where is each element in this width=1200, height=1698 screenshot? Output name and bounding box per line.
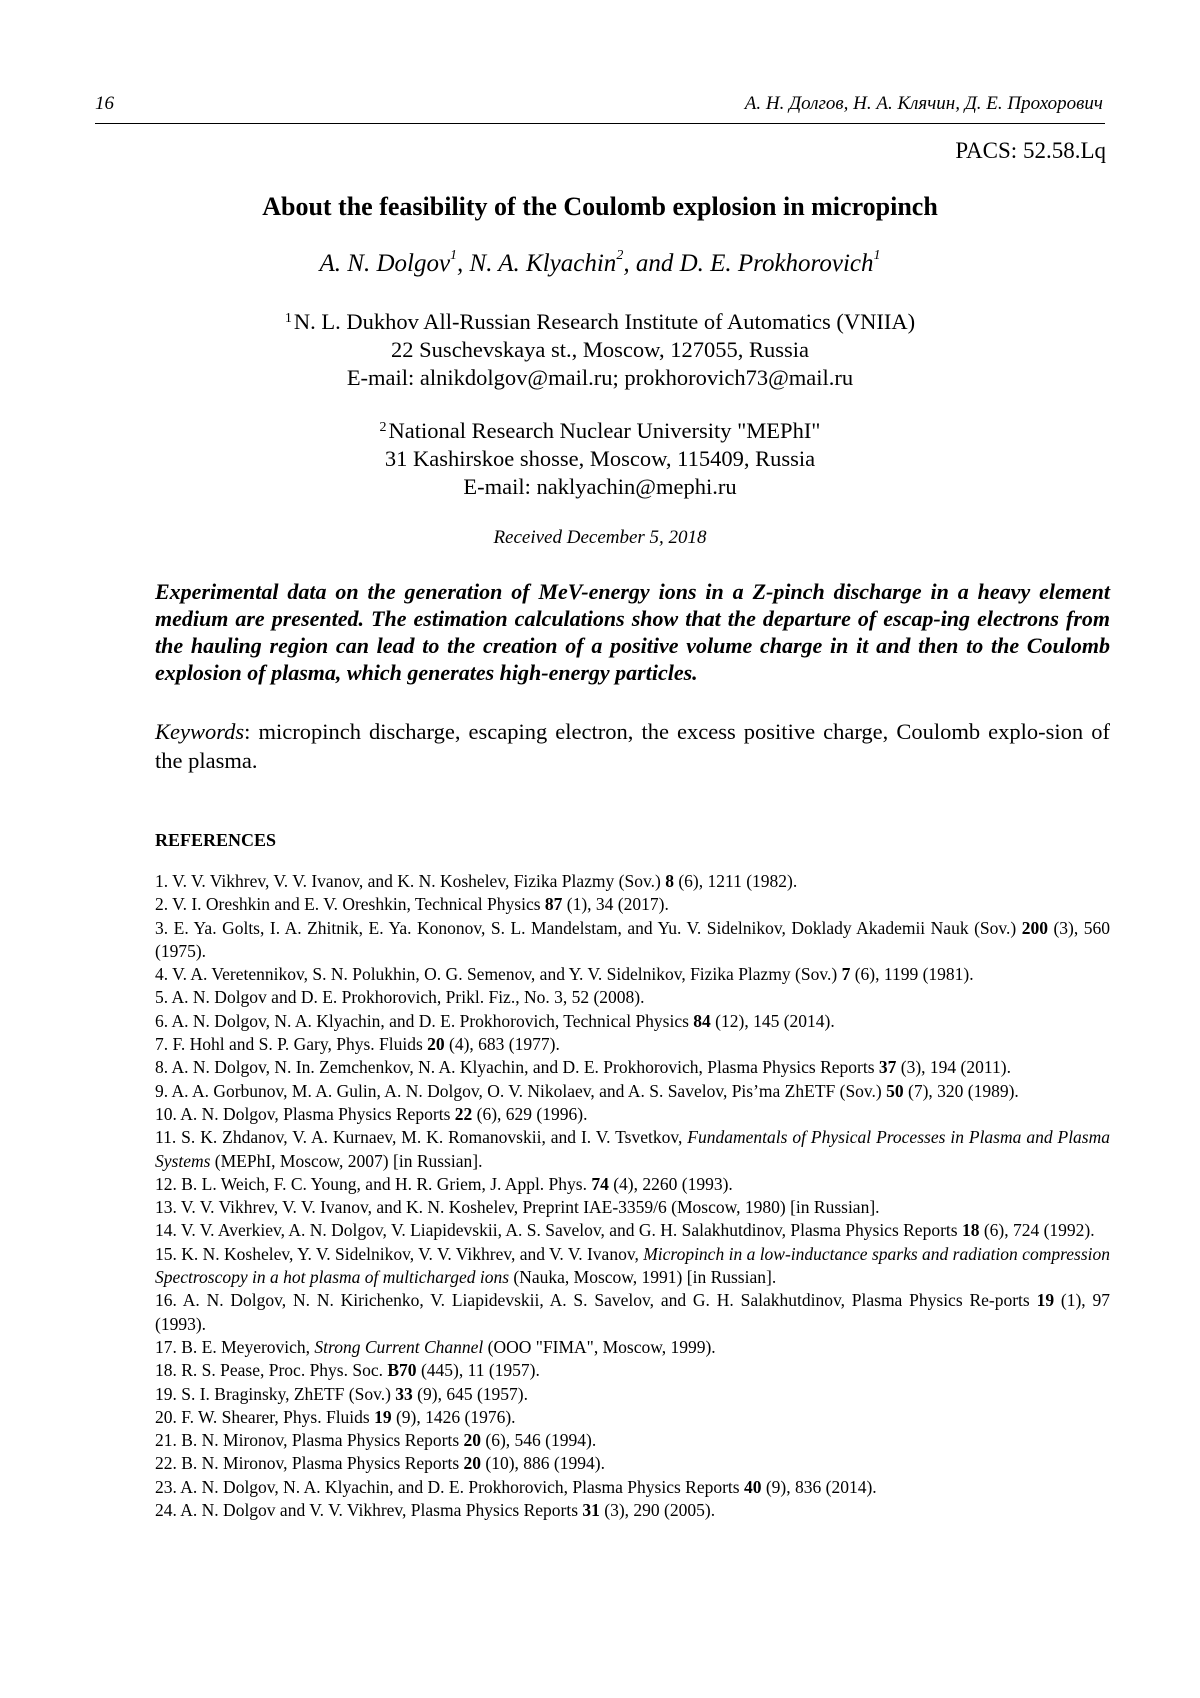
volume-number: 84 — [693, 1010, 711, 1031]
reference-item — [155, 1196, 1110, 1219]
volume-number: 20 — [463, 1430, 482, 1451]
received-date: Received December 5, 2018 — [493, 527, 707, 548]
reference-text: 3. E. Ya. Golts, I. A. Zhitnik, E. Ya. Kononov, S. L. Mandelstam, and Yu. V. Sidelnikov, Doklady Akademii Nauk (Sov.) — [155, 917, 1022, 938]
reference-text: (1), 34 (2017). — [562, 894, 669, 915]
reference-text: 19. S. I. Braginsky, ZhETF (Sov.) — [155, 1383, 396, 1404]
reference-text: 23. A. N. Dolgov, N. A. Klyachin, and D. E. Prokhorovich, Plasma Physics Reports — [155, 1476, 744, 1497]
reference-text: 9. A. A. Gorbunov, M. A. Gulin, A. N. Dolgov, O. V. Nikolaev, and A. S. Savelov, Pis’ma ZhETF (Sov.) — [155, 1080, 887, 1101]
reference-item — [155, 1452, 1110, 1475]
reference-text: 12. B. L. Weich, F. C. Young, and H. R. Griem, J. Appl. Phys. — [155, 1173, 592, 1194]
author-name: A. N. Dolgov — [319, 250, 451, 277]
reference-item — [155, 963, 1110, 986]
affiliation-email: E-mail: alnikdolgov@mail.ru; prokhorovich73@mail.ru — [346, 365, 854, 390]
abstract: Experimental data on the generation of MeV-energy ions in a Z-pinch discharge in a heavy element medium are presented. The estimation calculations show that the departure of escap-ing electrons from the hauling region can lead to the creation of a positive volume charge in it and then to the Coulomb explosion of plasma, which generates high-energy particles. — [155, 579, 1110, 685]
affiliation-2 — [0, 417, 1200, 501]
volume-number: 33 — [395, 1383, 413, 1404]
volume-number: 19 — [374, 1406, 392, 1427]
author-name: , and D. E. Prokhorovich — [623, 250, 874, 277]
references-list — [155, 870, 1110, 1522]
reference-text: (10), 886 (1994). — [481, 1453, 605, 1474]
reference-item — [155, 1359, 1110, 1382]
reference-text: 20. F. W. Shearer, Phys. Fluids — [155, 1406, 375, 1427]
reference-item — [155, 1383, 1110, 1406]
volume-number: 200 — [1021, 917, 1048, 938]
reference-text: 22. B. N. Mironov, Plasma Physics Reports — [155, 1453, 464, 1474]
reference-text: (OOO "FIMA", Moscow, 1999). — [483, 1336, 716, 1357]
book-title: Micropinch in a low-inductance sparks and radiation compression Spectroscopy in a hot plasma of multicharged ions — [155, 1243, 1110, 1288]
reference-text: 8. A. N. Dolgov, N. In. Zemchenkov, N. A. Klyachin, and D. E. Prokhorovich, Plasma Physics Reports — [155, 1057, 879, 1078]
reference-item — [155, 1173, 1110, 1196]
reference-item — [155, 1243, 1110, 1290]
reference-text: 2. V. I. Oreshkin and E. V. Oreshkin, Technical Physics — [155, 894, 545, 915]
reference-item — [155, 870, 1110, 893]
keywords — [155, 717, 1110, 775]
reference-item — [155, 893, 1110, 916]
affiliation-mark: 2 — [379, 420, 387, 435]
reference-text: (6), 629 (1996). — [472, 1103, 588, 1124]
reference-text: 11. S. K. Zhdanov, V. A. Kurnaev, M. K. Romanovskii, and I. V. Tsvetkov, — [155, 1127, 688, 1148]
reference-text: 17. B. E. Meyerovich, — [155, 1336, 315, 1357]
affiliation-mark: 1 — [450, 248, 458, 263]
affiliation-email: E-mail: naklyachin@mephi.ru — [463, 474, 737, 499]
affiliation-mark: 1 — [873, 248, 881, 263]
reference-text: (7), 320 (1989). — [903, 1080, 1019, 1101]
reference-item — [155, 1126, 1110, 1173]
reference-text: 21. B. N. Mironov, Plasma Physics Reports — [155, 1430, 464, 1451]
affiliation-mark: 1 — [284, 311, 292, 326]
reference-text: 5. A. N. Dolgov and D. E. Prokhorovich, Prikl. Fiz., No. 3, 52 (2008). — [155, 987, 645, 1008]
book-title: Strong Current Channel — [314, 1336, 484, 1357]
reference-item — [155, 1103, 1110, 1126]
affiliation-1 — [0, 308, 1200, 392]
reference-item — [155, 1219, 1110, 1242]
reference-item — [155, 1289, 1110, 1336]
reference-item — [155, 917, 1110, 964]
reference-text: 16. A. N. Dolgov, N. N. Kirichenko, V. Liapidevskii, A. S. Savelov, and G. H. Salakhutdinov, Plasma Physics Re-ports — [155, 1290, 1037, 1311]
reference-text: 18. R. S. Pease, Proc. Phys. Soc. — [155, 1360, 388, 1381]
reference-text: (Nauka, Moscow, 1991) [in Russian]. — [509, 1267, 777, 1288]
author-byline — [0, 250, 1200, 278]
reference-item — [155, 1056, 1110, 1079]
volume-number: 87 — [544, 894, 563, 915]
reference-item — [155, 1429, 1110, 1452]
volume-number: 40 — [743, 1476, 762, 1497]
reference-text: (445), 11 (1957). — [416, 1360, 540, 1381]
reference-text: (6), 1211 (1982). — [673, 871, 798, 891]
volume-number: B70 — [387, 1360, 417, 1381]
reference-text: 13. V. V. Vikhrev, V. V. Ivanov, and K. N. Koshelev, Preprint IAE-3359/6 (Moscow, 1980) [in Russian]. — [155, 1197, 880, 1218]
reference-text: 10. A. N. Dolgov, Plasma Physics Reports — [155, 1103, 455, 1124]
volume-number: 20 — [463, 1453, 482, 1474]
paper-title: About the feasibility of the Coulomb explosion in micropinch — [262, 192, 938, 221]
reference-text: 14. V. V. Averkiev, A. N. Dolgov, V. Liapidevskii, A. S. Savelov, and G. H. Salakhutdinov, Plasma Physics Reports — [155, 1220, 962, 1241]
reference-text: (4), 2260 (1993). — [608, 1173, 733, 1194]
reference-text: 24. A. N. Dolgov and V. V. Vikhrev, Plasma Physics Reports — [155, 1500, 583, 1521]
pacs-code: PACS: 52.58.Lq — [955, 138, 1106, 163]
reference-text: (3), 194 (2011). — [896, 1057, 1011, 1078]
affiliation-name: $^1$N. L. Dukhov All-Russian Research Institute of Automatics (VNIIA) — [284, 309, 916, 334]
reference-item — [155, 1476, 1110, 1499]
reference-text: 6. A. N. Dolgov, N. A. Klyachin, and D. E. Prokhorovich, Technical Physics — [155, 1010, 694, 1031]
affiliation-name: $^2$National Research Nuclear University "MEPhI" — [379, 418, 821, 443]
volume-number: 18 — [961, 1220, 980, 1241]
reference-item — [155, 1033, 1110, 1056]
reference-text: (9), 1426 (1976). — [391, 1406, 516, 1427]
volume-number: 22 — [454, 1103, 473, 1124]
volume-number: 20 — [427, 1034, 445, 1055]
volume-number: 50 — [886, 1080, 904, 1101]
reference-text: (MEPhI, Moscow, 2007) [in Russian]. — [210, 1150, 483, 1171]
reference-text: 1. V. V. Vikhrev, V. V. Ivanov, and K. N. Koshelev, Fizika Plazmy (Sov.) — [155, 871, 666, 891]
reference-text: (3), 290 (2005). — [599, 1500, 716, 1521]
reference-text: (1), 97 (1993). — [155, 1290, 1111, 1334]
references-heading: REFERENCES — [155, 830, 277, 850]
keywords-label: Keywords — [155, 719, 245, 744]
volume-number: 74 — [591, 1173, 609, 1194]
volume-number: 8 — [665, 871, 674, 891]
reference-text: (12), 145 (2014). — [710, 1010, 835, 1031]
running-head-authors: А. Н. Долгов, Н. А. Клячин, Д. Е. Прохорович — [744, 93, 1103, 114]
reference-item — [155, 1406, 1110, 1429]
reference-text: 15. K. N. Koshelev, Y. V. Sidelnikov, V. V. Vikhrev, and V. V. Ivanov, — [155, 1243, 644, 1264]
affiliation-address: 31 Kashirskoe shosse, Moscow, 115409, Russia — [384, 446, 816, 471]
reference-text: 4. V. A. Veretennikov, S. N. Polukhin, O. G. Semenov, and Y. V. Sidelnikov, Fizika Plazmy (Sov.) — [155, 964, 842, 985]
reference-text: (6), 724 (1992). — [979, 1220, 1095, 1241]
affiliation-address: 22 Suschevskaya st., Moscow, 127055, Russia — [391, 337, 809, 362]
reference-item — [155, 1336, 1110, 1359]
reference-item — [155, 1010, 1110, 1033]
reference-text: (3), 560 (1975). — [155, 917, 1111, 961]
reference-text: 7. F. Hohl and S. P. Gary, Phys. Fluids — [155, 1034, 428, 1055]
volume-number: 31 — [582, 1500, 600, 1521]
volume-number: 19 — [1036, 1290, 1055, 1311]
reference-text: (9), 836 (2014). — [761, 1476, 877, 1497]
running-head — [95, 93, 1105, 124]
reference-item — [155, 1080, 1110, 1103]
affiliation-mark: 2 — [616, 248, 624, 263]
reference-text: (9), 645 (1957). — [412, 1383, 528, 1404]
reference-item — [155, 986, 1110, 1009]
page-number: 16 — [95, 93, 114, 114]
keywords-text: : micropinch discharge, escaping electron, the excess positive charge, Coulomb explo-sion of the plasma. — [155, 719, 1110, 773]
reference-text: (6), 1199 (1981). — [850, 964, 974, 985]
reference-item — [155, 1499, 1110, 1522]
reference-text: (4), 683 (1977). — [444, 1034, 560, 1055]
volume-number: 7 — [841, 964, 851, 985]
author-name: , N. A. Klyachin — [457, 250, 617, 277]
book-title: Fundamentals of Physical Processes in Plasma and Plasma Systems — [155, 1127, 1111, 1171]
volume-number: 37 — [878, 1057, 897, 1078]
reference-text: (6), 546 (1994). — [481, 1430, 597, 1451]
